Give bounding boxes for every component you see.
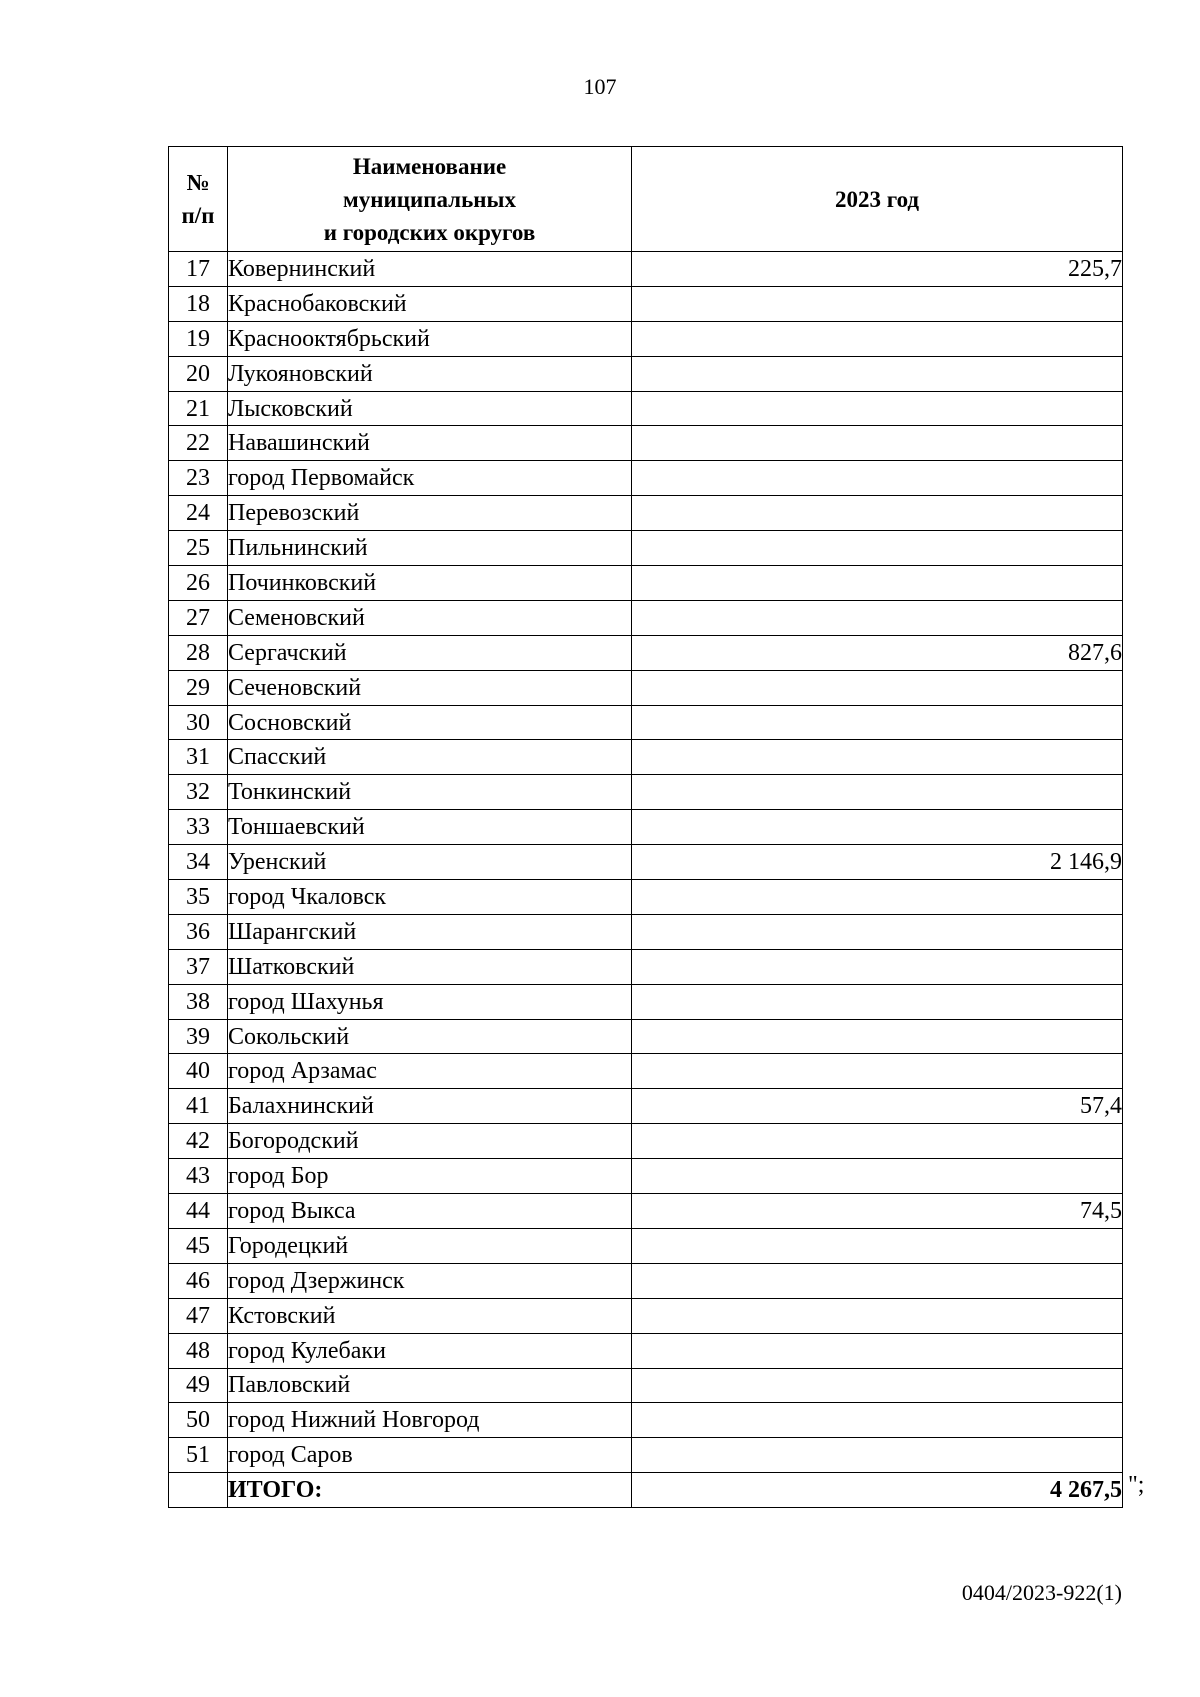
row-name: Городецкий — [228, 1228, 632, 1263]
row-number: 45 — [169, 1228, 228, 1263]
row-number: 32 — [169, 775, 228, 810]
table-row — [169, 949, 1123, 984]
table-row — [169, 426, 1123, 461]
row-value — [632, 391, 1123, 426]
row-name: город Первомайск — [228, 461, 632, 496]
row-name: Сеченовский — [228, 670, 632, 705]
row-number: 26 — [169, 566, 228, 601]
table-row — [169, 286, 1123, 321]
row-number: 37 — [169, 949, 228, 984]
row-value — [632, 1368, 1123, 1403]
row-value — [632, 1298, 1123, 1333]
row-name: Сосновский — [228, 705, 632, 740]
row-value — [632, 880, 1123, 915]
row-name: Семеновский — [228, 600, 632, 635]
table-row — [169, 391, 1123, 426]
row-number: 36 — [169, 914, 228, 949]
row-value — [632, 1054, 1123, 1089]
row-value: 57,4 — [632, 1089, 1123, 1124]
row-number: 21 — [169, 391, 228, 426]
allocation-table — [168, 146, 1123, 1508]
header-name — [228, 147, 632, 252]
table-row — [169, 1089, 1123, 1124]
table-row — [169, 566, 1123, 601]
row-name: город Чкаловск — [228, 880, 632, 915]
row-value: 2 146,9 — [632, 845, 1123, 880]
table-row — [169, 1124, 1123, 1159]
row-name: город Кулебаки — [228, 1333, 632, 1368]
row-number: 49 — [169, 1368, 228, 1403]
row-value — [632, 1019, 1123, 1054]
row-value — [632, 356, 1123, 391]
row-number: 19 — [169, 321, 228, 356]
row-number: 17 — [169, 252, 228, 287]
row-number: 46 — [169, 1263, 228, 1298]
row-name: город Выкса — [228, 1194, 632, 1229]
table-row — [169, 740, 1123, 775]
row-value — [632, 810, 1123, 845]
table-row — [169, 810, 1123, 845]
row-number: 27 — [169, 600, 228, 635]
row-number: 20 — [169, 356, 228, 391]
row-value — [632, 775, 1123, 810]
table-row — [169, 1054, 1123, 1089]
row-value — [632, 286, 1123, 321]
header-number — [169, 147, 228, 252]
table-row — [169, 1019, 1123, 1054]
row-name: Пильнинский — [228, 531, 632, 566]
total-label: ИТОГО: — [228, 1473, 632, 1508]
row-value — [632, 1263, 1123, 1298]
row-value — [632, 949, 1123, 984]
header-number-line-2: п/п — [181, 203, 215, 228]
table-row — [169, 1333, 1123, 1368]
row-value — [632, 531, 1123, 566]
row-value: 74,5 — [632, 1194, 1123, 1229]
total-row — [169, 1473, 1123, 1508]
row-value — [632, 426, 1123, 461]
table-row — [169, 496, 1123, 531]
header-name-line-1: Наименование — [352, 153, 507, 179]
row-number: 23 — [169, 461, 228, 496]
table-row — [169, 705, 1123, 740]
row-name: город Бор — [228, 1159, 632, 1194]
table-row — [169, 635, 1123, 670]
table-row — [169, 1403, 1123, 1438]
table-row — [169, 1263, 1123, 1298]
row-value — [632, 914, 1123, 949]
row-name: Спасский — [228, 740, 632, 775]
row-name: Тоншаевский — [228, 810, 632, 845]
row-number: 47 — [169, 1298, 228, 1333]
row-name: Шатковский — [228, 949, 632, 984]
row-name: Починковский — [228, 566, 632, 601]
table-row — [169, 1228, 1123, 1263]
row-name: Павловский — [228, 1368, 632, 1403]
row-value — [632, 1333, 1123, 1368]
table-row — [169, 1438, 1123, 1473]
table-row — [169, 600, 1123, 635]
table-row — [169, 461, 1123, 496]
row-value — [632, 1403, 1123, 1438]
row-number: 35 — [169, 880, 228, 915]
row-number: 40 — [169, 1054, 228, 1089]
row-number: 30 — [169, 705, 228, 740]
row-number: 18 — [169, 286, 228, 321]
row-value — [632, 600, 1123, 635]
row-name: Краснобаковский — [228, 286, 632, 321]
row-name: Кстовский — [228, 1298, 632, 1333]
row-number: 44 — [169, 1194, 228, 1229]
row-value — [632, 321, 1123, 356]
row-name: Балахнинский — [228, 1089, 632, 1124]
table-row — [169, 356, 1123, 391]
row-name: город Дзержинск — [228, 1263, 632, 1298]
table-row — [169, 914, 1123, 949]
row-name: город Арзамас — [228, 1054, 632, 1089]
row-number: 39 — [169, 1019, 228, 1054]
row-number: 25 — [169, 531, 228, 566]
total-number-cell — [169, 1473, 228, 1508]
header-number-line-1: № — [186, 170, 210, 195]
row-number: 28 — [169, 635, 228, 670]
row-name: Шарангский — [228, 914, 632, 949]
row-number: 33 — [169, 810, 228, 845]
row-name: Навашинский — [228, 426, 632, 461]
table-row — [169, 880, 1123, 915]
page-number: 107 — [583, 74, 617, 99]
row-name: Краснооктябрьский — [228, 321, 632, 356]
row-name: Сергачский — [228, 635, 632, 670]
row-value — [632, 1228, 1123, 1263]
row-name: Перевозский — [228, 496, 632, 531]
table-row — [169, 984, 1123, 1019]
row-number: 41 — [169, 1089, 228, 1124]
row-name: Лысковский — [228, 391, 632, 426]
table-row — [169, 531, 1123, 566]
row-name: город Шахунья — [228, 984, 632, 1019]
row-name: город Нижний Новгород — [228, 1403, 632, 1438]
row-number: 48 — [169, 1333, 228, 1368]
row-name: Ковернинский — [228, 252, 632, 287]
row-name: город Саров — [228, 1438, 632, 1473]
row-name: Уренский — [228, 845, 632, 880]
table-row — [169, 845, 1123, 880]
row-number: 50 — [169, 1403, 228, 1438]
row-name: Богородский — [228, 1124, 632, 1159]
row-number: 34 — [169, 845, 228, 880]
row-value — [632, 566, 1123, 601]
row-value — [632, 496, 1123, 531]
table-row — [169, 1194, 1123, 1229]
table-row — [169, 1159, 1123, 1194]
row-value — [632, 1159, 1123, 1194]
table-row — [169, 1368, 1123, 1403]
header-name-line-3: и городских округов — [323, 219, 536, 245]
row-number: 24 — [169, 496, 228, 531]
row-value — [632, 461, 1123, 496]
header-name-line-2: муниципальных — [343, 186, 516, 212]
table-row — [169, 775, 1123, 810]
row-value — [632, 984, 1123, 1019]
table-row — [169, 321, 1123, 356]
total-value: 4 267,5 — [632, 1473, 1123, 1508]
row-number: 38 — [169, 984, 228, 1019]
row-value — [632, 740, 1123, 775]
row-number: 29 — [169, 670, 228, 705]
row-value — [632, 1124, 1123, 1159]
header-year: 2023 год — [632, 147, 1123, 252]
row-number: 31 — [169, 740, 228, 775]
table-body — [169, 252, 1123, 1473]
row-name: Тонкинский — [228, 775, 632, 810]
document-code: 0404/2023-922(1) — [961, 1580, 1122, 1605]
table-header — [169, 147, 1123, 252]
row-number: 51 — [169, 1438, 228, 1473]
row-value — [632, 670, 1123, 705]
row-value — [632, 1438, 1123, 1473]
row-name: Лукояновский — [228, 356, 632, 391]
row-name: Сокольский — [228, 1019, 632, 1054]
table-row — [169, 252, 1123, 287]
row-value: 225,7 — [632, 252, 1123, 287]
closing-quote-mark: "; — [1128, 1472, 1145, 1498]
table-row — [169, 670, 1123, 705]
row-value: 827,6 — [632, 635, 1123, 670]
row-number: 42 — [169, 1124, 228, 1159]
row-value — [632, 705, 1123, 740]
row-number: 22 — [169, 426, 228, 461]
row-number: 43 — [169, 1159, 228, 1194]
table-row — [169, 1298, 1123, 1333]
